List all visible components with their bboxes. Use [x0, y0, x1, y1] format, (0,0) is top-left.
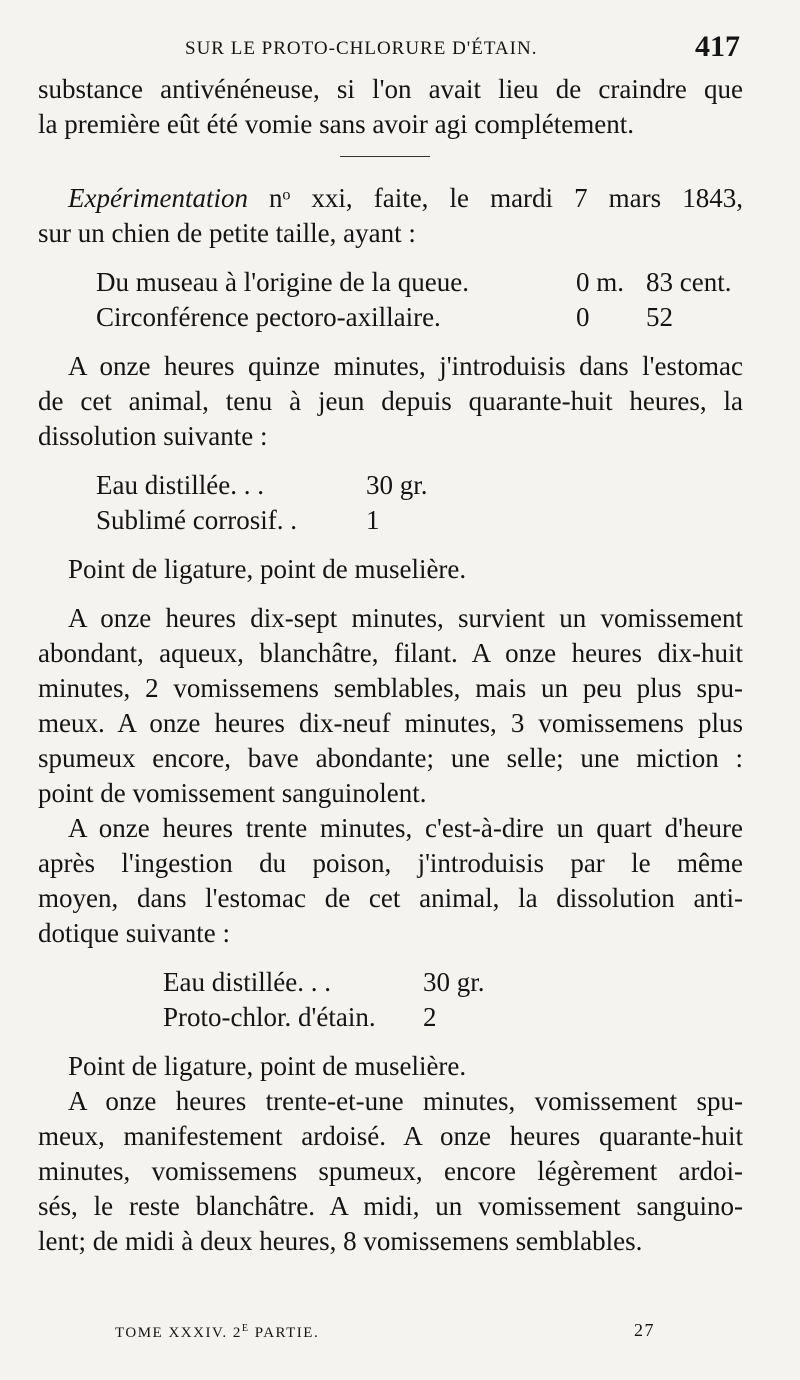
text-line: abondant, aqueux, blanchâtre, filant. A onze heures dix-huit [38, 638, 743, 668]
solution-row [38, 965, 743, 1000]
solution-ingredient: Eau distillée. . . [163, 967, 331, 997]
text-line: A onze heures trente-et-une minutes, vomissement spu- [68, 1086, 743, 1116]
measurement-unit: 0 [576, 302, 590, 332]
text-line: moyen, dans l'estomac de cet animal, la dissolution anti- [38, 883, 743, 913]
text-line: de cet animal, tenu à jeun depuis quarante-huit heures, la [38, 386, 743, 416]
text-line: la première eût été vomie sans avoir agi complétement. [38, 109, 635, 139]
solution-quantity: 30 gr. [423, 967, 485, 997]
measurement-value: 83 cent. [646, 267, 732, 297]
solution-ingredient: Proto-chlor. d'étain. [163, 1002, 376, 1032]
solution-quantity: 2 [423, 1002, 437, 1032]
text-line: dotique suivante : [38, 918, 230, 948]
measurement-label: Circonférence pectoro-axillaire. [96, 302, 441, 332]
text-line: point de vomissement sanguinolent. [38, 778, 427, 808]
solution-quantity: 30 gr. [366, 470, 428, 500]
text-line: minutes, vomissemens spumeux, encore légèrement ardoi- [38, 1156, 743, 1186]
experiment-details: nᵒ xxi, faite, le mardi 7 mars 1843, [269, 183, 743, 213]
text-line: Point de ligature, point de muselière. [68, 554, 467, 584]
body-text [38, 72, 743, 1259]
part-label: PARTIE. [254, 1325, 320, 1341]
signature-mark: 27 [634, 1320, 655, 1340]
page-number: 417 [695, 30, 740, 63]
experiment-heading [38, 181, 743, 216]
part-number: 2 [232, 1325, 242, 1341]
part-ordinal: e [241, 1320, 250, 1335]
solution-ingredient: Sublimé corrosif. . [96, 505, 297, 535]
text-line: lent; de midi à deux heures, 8 vomissemens semblables. [38, 1226, 643, 1256]
solution-row [38, 1000, 743, 1035]
experiment-title: Expérimentation [68, 183, 248, 213]
running-head: SUR LE PROTO-CHLORURE D'ÉTAIN. [185, 38, 538, 59]
measurement-unit: 0 m. [576, 267, 625, 297]
text-line: sés, le reste blanchâtre. A midi, un vomissement sanguino- [38, 1191, 743, 1221]
text-line: A onze heures dix-sept minutes, survient un vomissement [68, 603, 743, 633]
text-line: Point de ligature, point de muselière. [68, 1051, 467, 1081]
page-header [185, 30, 740, 70]
text-line: meux, manifestement ardoisé. A onze heures quarante-huit [38, 1121, 743, 1151]
volume-label: TOME XXXIV. [115, 1325, 228, 1341]
page-footer [115, 1320, 655, 1350]
text-line: substance antivénéneuse, si l'on avait lieu de craindre que [38, 74, 743, 104]
measurement-row [38, 300, 743, 335]
solution-row [38, 468, 743, 503]
solution-ingredient: Eau distillée. . . [96, 470, 264, 500]
text-line: dissolution suivante : [38, 421, 268, 451]
measurement-label: Du museau à l'origine de la queue. [96, 267, 469, 297]
text-line: meux. A onze heures dix-neuf minutes, 3 vomissemens plus [38, 708, 743, 738]
text-line: après l'ingestion du poison, j'introduisis par le même [38, 848, 743, 878]
text-line: A onze heures trente minutes, c'est-à-dire un quart d'heure [68, 813, 743, 843]
measurement-row [38, 265, 743, 300]
measurement-value: 52 [646, 302, 673, 332]
text-line: spumeux encore, bave abondante; une selle; une miction : [38, 743, 743, 773]
text-line: A onze heures quinze minutes, j'introduisis dans l'estomac [68, 351, 743, 381]
solution-row [38, 503, 743, 538]
solution-quantity: 1 [366, 505, 380, 535]
text-line: minutes, 2 vomissemens semblables, mais un peu plus spu- [38, 673, 743, 703]
text-line: sur un chien de petite taille, ayant : [38, 218, 416, 248]
